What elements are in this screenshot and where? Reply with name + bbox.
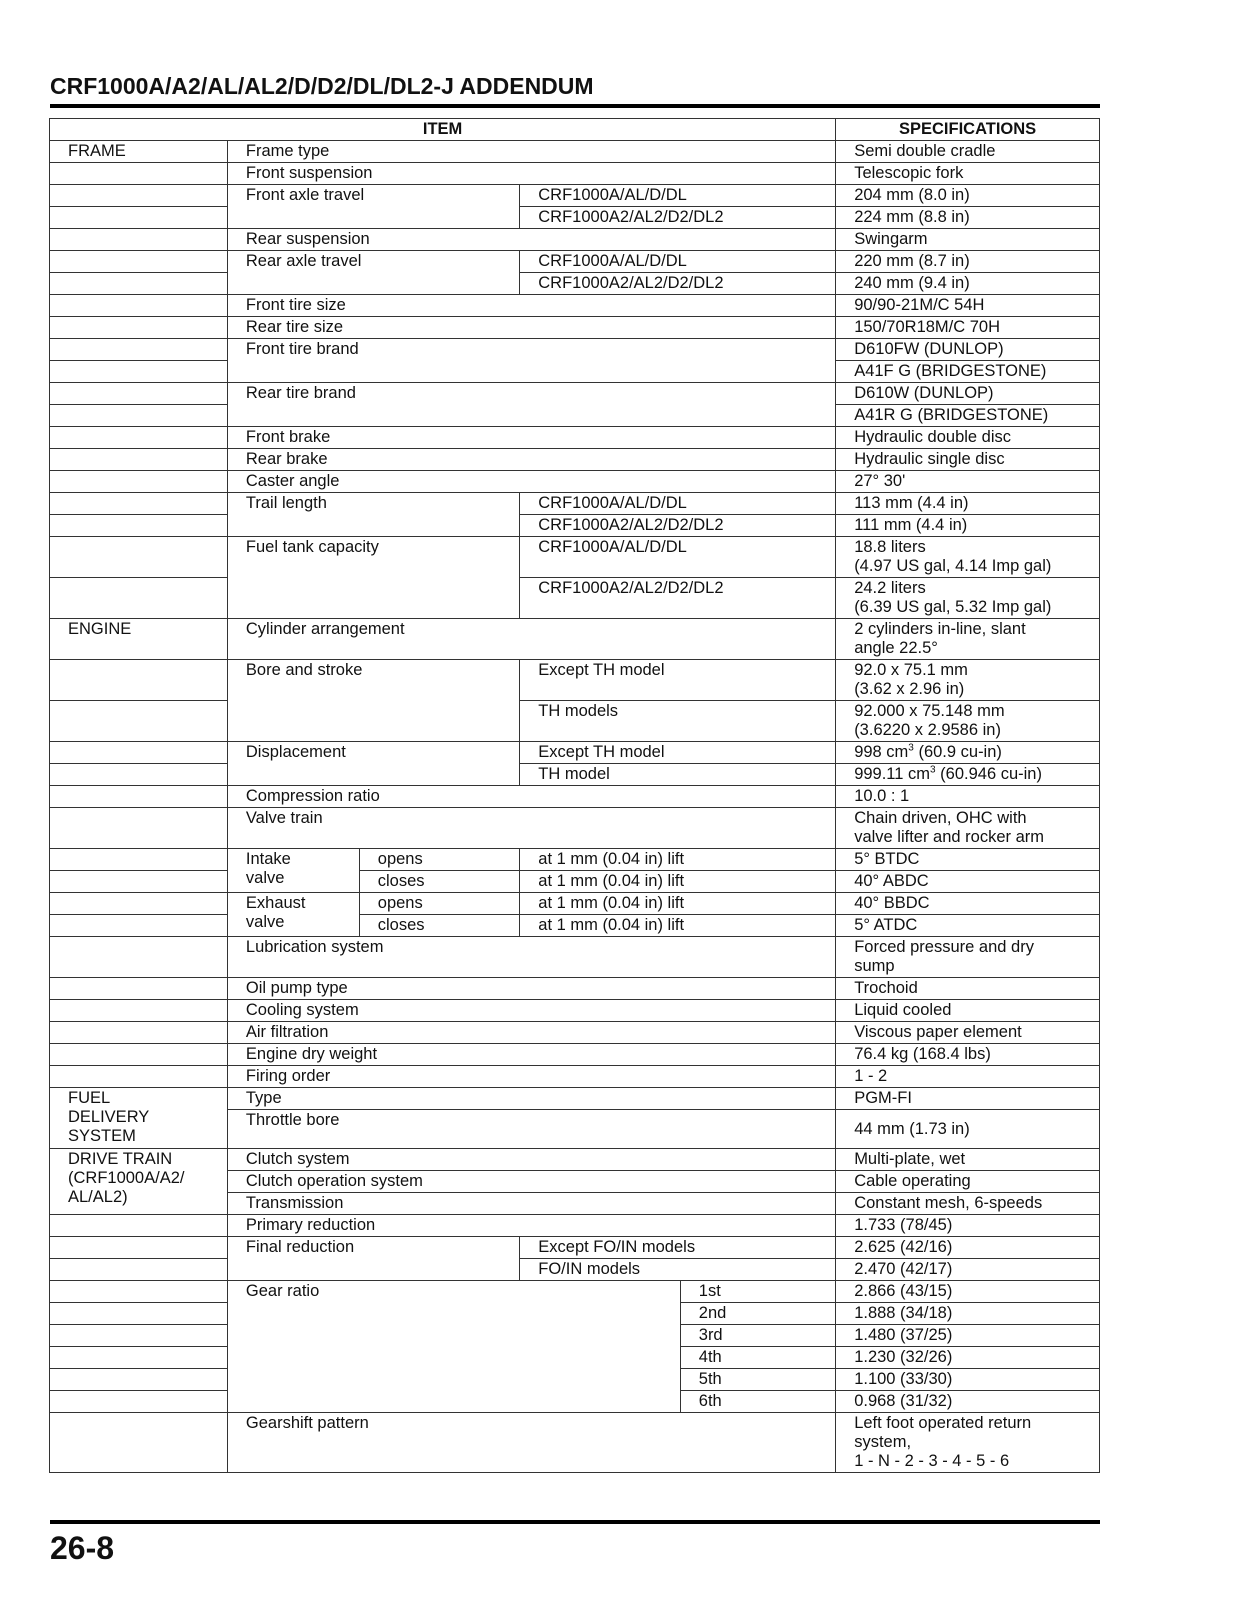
spec-cell: Multi-plate, wet — [836, 1149, 1100, 1171]
item-header: ITEM — [50, 119, 836, 141]
item-cell: Firing order — [227, 1066, 835, 1088]
table-row — [50, 515, 1100, 537]
valve-event-cell: opens — [359, 849, 520, 871]
specifications-table — [49, 118, 1100, 1473]
spec-cell: Telescopic fork — [836, 163, 1100, 185]
item-cell: Front brake — [227, 427, 835, 449]
item-cell: Rear brake — [227, 449, 835, 471]
spec-cell: Swingarm — [836, 229, 1100, 251]
spec-cell: 2.866 (43/15) — [836, 1281, 1100, 1303]
table-row — [50, 808, 1100, 849]
spec-cell: Hydraulic single disc — [836, 449, 1100, 471]
model-cell: CRF1000A2/AL2/D2/DL2 — [520, 207, 836, 229]
item-cell: Intake valve — [227, 849, 359, 893]
spec-value: (60.946 cu-in) — [935, 765, 1042, 783]
table-row — [50, 537, 1100, 578]
item-cell: Rear tire brand — [227, 383, 835, 427]
model-cell: CRF1000A2/AL2/D2/DL2 — [520, 578, 836, 619]
spec-cell: 220 mm (8.7 in) — [836, 251, 1100, 273]
gear-cell: 2nd — [680, 1303, 835, 1325]
spec-cell: Chain driven, OHC with valve lifter and rocker arm — [836, 808, 1100, 849]
table-row — [50, 1022, 1100, 1044]
table-row — [50, 764, 1100, 786]
spec-cell: 1.888 (34/18) — [836, 1303, 1100, 1325]
spec-cell: 111 mm (4.4 in) — [836, 515, 1100, 537]
item-cell: Frame type — [227, 141, 835, 163]
gear-cell: 3rd — [680, 1325, 835, 1347]
spec-value: 998 cm — [854, 743, 909, 761]
spec-cell: 204 mm (8.0 in) — [836, 185, 1100, 207]
gear-cell: 5th — [680, 1369, 835, 1391]
page-footer — [50, 1520, 1100, 1567]
item-cell: Front suspension — [227, 163, 835, 185]
section-fuel-delivery: FUEL DELIVERY SYSTEM — [50, 1088, 228, 1149]
table-row — [50, 493, 1100, 515]
spec-cell: 1.230 (32/26) — [836, 1347, 1100, 1369]
spec-cell: 76.4 kg (168.4 lbs) — [836, 1044, 1100, 1066]
spec-cell: Left foot operated return system, 1 - N - 2 - 3 - 4 - 5 - 6 — [836, 1413, 1100, 1473]
table-row — [50, 141, 1100, 163]
spec-cell: 40° BBDC — [836, 893, 1100, 915]
spec-cell: 224 mm (8.8 in) — [836, 207, 1100, 229]
spec-cell: 40° ABDC — [836, 871, 1100, 893]
spec-cell: Constant mesh, 6-speeds — [836, 1193, 1100, 1215]
table-row — [50, 1413, 1100, 1473]
table-row — [50, 229, 1100, 251]
table-row — [50, 849, 1100, 871]
table-row — [50, 1259, 1100, 1281]
item-cell: Gear ratio — [227, 1281, 680, 1413]
table-row — [50, 251, 1100, 273]
item-cell: Displacement — [227, 742, 519, 786]
spec-cell: 92.000 x 75.148 mm (3.6220 x 2.9586 in) — [836, 701, 1100, 742]
spec-cell: 27° 30' — [836, 471, 1100, 493]
lift-cell: at 1 mm (0.04 in) lift — [520, 871, 836, 893]
table-header-row — [50, 119, 1100, 141]
item-cell: Rear suspension — [227, 229, 835, 251]
spec-value: (60.9 cu-in) — [913, 743, 1002, 761]
item-cell: Air filtration — [227, 1022, 835, 1044]
spec-cell: Forced pressure and dry sump — [836, 937, 1100, 978]
valve-event-cell: closes — [359, 915, 520, 937]
item-cell: Valve train — [227, 808, 835, 849]
spec-cell — [836, 742, 1100, 764]
table-row — [50, 207, 1100, 229]
model-cell: CRF1000A/AL/D/DL — [520, 251, 836, 273]
specifications-header: SPECIFICATIONS — [836, 119, 1100, 141]
table-row — [50, 978, 1100, 1000]
lift-cell: at 1 mm (0.04 in) lift — [520, 849, 836, 871]
spec-cell: Hydraulic double disc — [836, 427, 1100, 449]
item-cell: Caster angle — [227, 471, 835, 493]
superscript: 3 — [908, 742, 914, 754]
spec-cell: A41R G (BRIDGESTONE) — [836, 405, 1100, 427]
table-row — [50, 1237, 1100, 1259]
page-header — [50, 70, 1100, 108]
spec-cell: D610W (DUNLOP) — [836, 383, 1100, 405]
item-cell: Cylinder arrangement — [227, 619, 835, 660]
item-cell: Final reduction — [227, 1237, 519, 1281]
table-row — [50, 578, 1100, 619]
item-cell: Front tire size — [227, 295, 835, 317]
lift-cell: at 1 mm (0.04 in) lift — [520, 915, 836, 937]
item-cell: Clutch operation system — [227, 1171, 835, 1193]
gear-cell: 4th — [680, 1347, 835, 1369]
spec-cell: 18.8 liters (4.97 US gal, 4.14 Imp gal) — [836, 537, 1100, 578]
item-cell: Cooling system — [227, 1000, 835, 1022]
gear-cell: 1st — [680, 1281, 835, 1303]
item-cell: Front tire brand — [227, 339, 835, 383]
spec-cell: Cable operating — [836, 1171, 1100, 1193]
table-row — [50, 786, 1100, 808]
model-cell: CRF1000A/AL/D/DL — [520, 493, 836, 515]
footer-rule — [50, 1520, 1100, 1524]
page-title: CRF1000A/A2/AL/AL2/D/D2/DL/DL2-J ADDENDUM — [50, 73, 594, 99]
item-cell: Exhaust valve — [227, 893, 359, 937]
item-cell: Front axle travel — [227, 185, 519, 229]
spec-cell: 1.480 (37/25) — [836, 1325, 1100, 1347]
section-drive-train: DRIVE TRAIN (CRF1000A/A2/ AL/AL2) — [50, 1149, 228, 1215]
header-rule — [50, 104, 1100, 108]
spec-cell: Liquid cooled — [836, 1000, 1100, 1022]
gear-cell: 6th — [680, 1391, 835, 1413]
item-cell: Fuel tank capacity — [227, 537, 519, 619]
spec-cell: Trochoid — [836, 978, 1100, 1000]
section-frame: FRAME — [50, 141, 228, 163]
table-row — [50, 1149, 1100, 1171]
item-cell: Gearshift pattern — [227, 1413, 835, 1473]
lift-cell: at 1 mm (0.04 in) lift — [520, 893, 836, 915]
spec-cell: 113 mm (4.4 in) — [836, 493, 1100, 515]
spec-cell: 24.2 liters (6.39 US gal, 5.32 Imp gal) — [836, 578, 1100, 619]
spec-cell: 90/90-21M/C 54H — [836, 295, 1100, 317]
table-row — [50, 1088, 1100, 1110]
table-row — [50, 273, 1100, 295]
table-row — [50, 701, 1100, 742]
table-row — [50, 742, 1100, 764]
item-cell: Primary reduction — [227, 1215, 835, 1237]
table-row — [50, 185, 1100, 207]
table-row — [50, 893, 1100, 915]
table-row — [50, 383, 1100, 405]
spec-cell: Viscous paper element — [836, 1022, 1100, 1044]
item-cell: Bore and stroke — [227, 660, 519, 742]
table-row — [50, 449, 1100, 471]
spec-cell: 1.100 (33/30) — [836, 1369, 1100, 1391]
spec-cell: 5° ATDC — [836, 915, 1100, 937]
model-cell: Except TH model — [520, 742, 836, 764]
spec-cell: 2.625 (42/16) — [836, 1237, 1100, 1259]
spec-value: 999.11 cm — [854, 765, 931, 783]
table-row — [50, 660, 1100, 701]
spec-cell: 2.470 (42/17) — [836, 1259, 1100, 1281]
item-cell: Type — [227, 1088, 835, 1110]
model-cell: TH model — [520, 764, 836, 786]
item-cell: Trail length — [227, 493, 519, 537]
item-cell: Throttle bore — [227, 1110, 835, 1149]
table-row — [50, 1281, 1100, 1303]
item-cell: Lubrication system — [227, 937, 835, 978]
table-row — [50, 1000, 1100, 1022]
model-cell: TH models — [520, 701, 836, 742]
table-row — [50, 937, 1100, 978]
table-row — [50, 427, 1100, 449]
spec-cell: A41F G (BRIDGESTONE) — [836, 361, 1100, 383]
spec-cell: PGM-FI — [836, 1088, 1100, 1110]
model-cell: CRF1000A2/AL2/D2/DL2 — [520, 515, 836, 537]
model-cell: Except FO/IN models — [520, 1237, 836, 1259]
item-cell: Rear axle travel — [227, 251, 519, 295]
spec-cell: 92.0 x 75.1 mm (3.62 x 2.96 in) — [836, 660, 1100, 701]
spec-cell: 0.968 (31/32) — [836, 1391, 1100, 1413]
spec-cell — [836, 764, 1100, 786]
table-row — [50, 619, 1100, 660]
table-row — [50, 339, 1100, 361]
model-cell: Except TH model — [520, 660, 836, 701]
table-row — [50, 915, 1100, 937]
table-row — [50, 871, 1100, 893]
table-row — [50, 1044, 1100, 1066]
spec-cell: D610FW (DUNLOP) — [836, 339, 1100, 361]
model-cell: CRF1000A/AL/D/DL — [520, 537, 836, 578]
model-cell: FO/IN models — [520, 1259, 836, 1281]
spec-cell: 1 - 2 — [836, 1066, 1100, 1088]
table-row — [50, 1066, 1100, 1088]
item-cell: Engine dry weight — [227, 1044, 835, 1066]
spec-cell: 1.733 (78/45) — [836, 1215, 1100, 1237]
item-cell: Clutch system — [227, 1149, 835, 1171]
item-cell: Transmission — [227, 1193, 835, 1215]
item-cell: Rear tire size — [227, 317, 835, 339]
superscript: 3 — [930, 764, 936, 776]
spec-cell: 5° BTDC — [836, 849, 1100, 871]
spec-cell: Semi double cradle — [836, 141, 1100, 163]
valve-event-cell: opens — [359, 893, 520, 915]
table-row — [50, 295, 1100, 317]
page-number: 26-8 — [50, 1530, 115, 1566]
section-engine: ENGINE — [50, 619, 228, 660]
valve-event-cell: closes — [359, 871, 520, 893]
table-row — [50, 471, 1100, 493]
table-row — [50, 163, 1100, 185]
spec-cell: 10.0 : 1 — [836, 786, 1100, 808]
model-cell: CRF1000A/AL/D/DL — [520, 185, 836, 207]
spec-cell: 44 mm (1.73 in) — [836, 1110, 1100, 1149]
model-cell: CRF1000A2/AL2/D2/DL2 — [520, 273, 836, 295]
table-row — [50, 1215, 1100, 1237]
spec-cell: 150/70R18M/C 70H — [836, 317, 1100, 339]
table-row — [50, 317, 1100, 339]
item-cell: Compression ratio — [227, 786, 835, 808]
item-cell: Oil pump type — [227, 978, 835, 1000]
spec-cell: 240 mm (9.4 in) — [836, 273, 1100, 295]
spec-cell: 2 cylinders in-line, slant angle 22.5° — [836, 619, 1100, 660]
